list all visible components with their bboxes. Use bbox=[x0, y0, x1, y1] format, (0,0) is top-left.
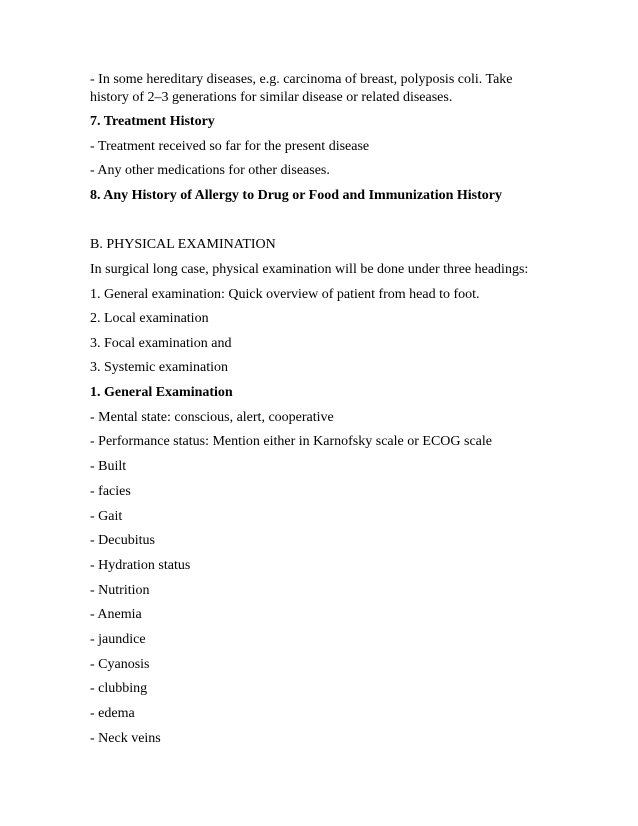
heading-list-item: 1. General examination: Quick overview of patient from head to foot. bbox=[90, 287, 480, 302]
heading-list-item: 2. Local examination bbox=[90, 311, 209, 326]
treatment-heading: 7. Treatment History bbox=[90, 114, 215, 129]
general-exam-item: - Gait bbox=[90, 509, 123, 524]
physical-exam-intro: In surgical long case, physical examination will be done under three headings: bbox=[90, 262, 529, 277]
general-exam-item: - clubbing bbox=[90, 681, 148, 696]
general-exam-item: - Nutrition bbox=[90, 583, 150, 598]
general-exam-item: - Neck veins bbox=[90, 731, 161, 746]
general-exam-item: - Performance status: Mention either in Karnofsky scale or ECOG scale bbox=[90, 434, 492, 449]
heading-list-item: 3. Focal examination and bbox=[90, 336, 232, 351]
treatment-item: - Any other medications for other diseases. bbox=[90, 163, 330, 178]
physical-exam-heading: B. PHYSICAL EXAMINATION bbox=[90, 237, 276, 252]
general-exam-item: - Anemia bbox=[90, 607, 142, 622]
heading-list-item: 3. Systemic examination bbox=[90, 360, 229, 375]
general-exam-item: - jaundice bbox=[90, 632, 146, 647]
treatment-item: - Treatment received so far for the present disease bbox=[90, 139, 370, 154]
general-exam-item: - edema bbox=[90, 706, 135, 721]
general-exam-item: - Cyanosis bbox=[90, 657, 150, 672]
general-exam-heading: 1. General Examination bbox=[90, 385, 233, 400]
general-exam-item: - Hydration status bbox=[90, 558, 191, 573]
allergy-heading: 8. Any History of Allergy to Drug or Food and Immunization History bbox=[90, 188, 502, 203]
general-exam-item: - Mental state: conscious, alert, cooperative bbox=[90, 410, 334, 425]
general-exam-item: - Decubitus bbox=[90, 533, 155, 548]
hereditary-line-1: - In some hereditary diseases, e.g. carcinoma of breast, polyposis coli. Take bbox=[90, 72, 513, 87]
hereditary-line-2: history of 2–3 generations for similar disease or related diseases. bbox=[90, 90, 453, 105]
general-exam-item: - facies bbox=[90, 484, 131, 499]
general-exam-item: - Built bbox=[90, 459, 127, 474]
